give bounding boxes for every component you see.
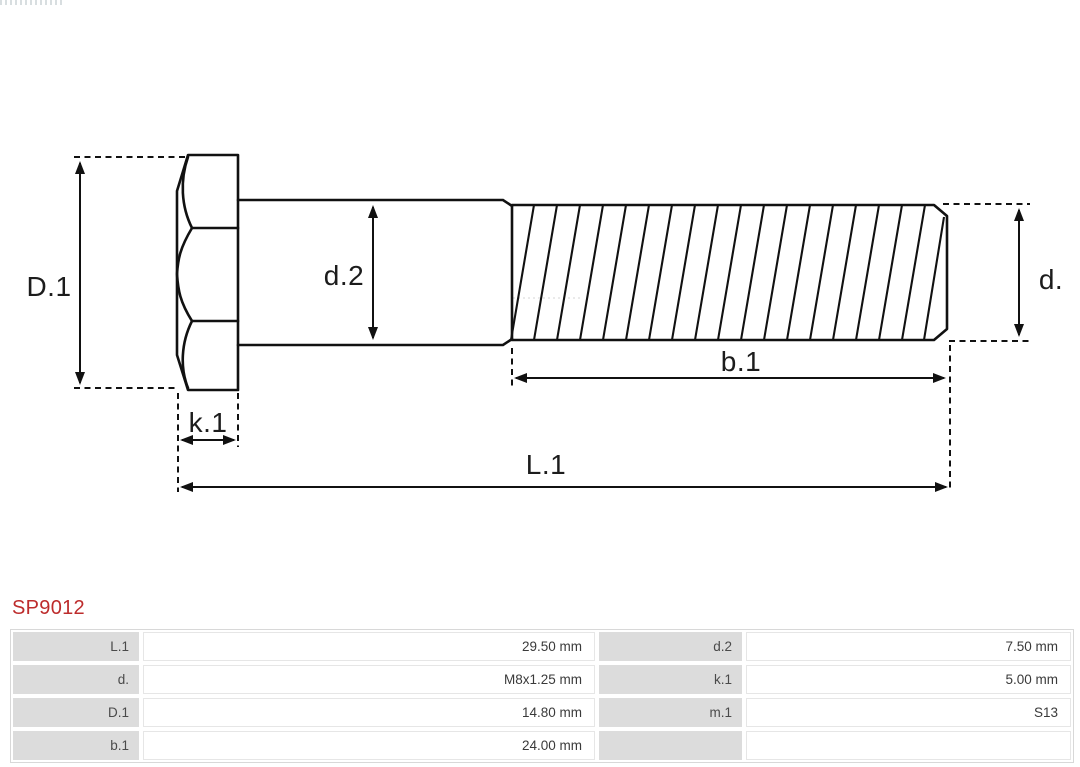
spec-value: M8x1.25 mm bbox=[143, 665, 595, 694]
spec-value: 24.00 mm bbox=[143, 731, 595, 760]
spec-label: m.1 bbox=[599, 698, 742, 727]
bolt-shank bbox=[238, 200, 512, 345]
spec-label: L.1 bbox=[13, 632, 139, 661]
dim-label-d2: d.2 bbox=[323, 260, 365, 291]
bolt-head bbox=[177, 155, 238, 390]
bolt-thread bbox=[511, 205, 947, 340]
thread-hatching bbox=[511, 205, 944, 340]
spec-value: 14.80 mm bbox=[143, 698, 595, 727]
spec-label: k.1 bbox=[599, 665, 742, 694]
spec-value: S13 bbox=[746, 698, 1071, 727]
extension-lines bbox=[74, 157, 1030, 492]
spec-value: 5.00 mm bbox=[746, 665, 1071, 694]
spec-label: D.1 bbox=[13, 698, 139, 727]
spec-label: d.2 bbox=[599, 632, 742, 661]
spec-table bbox=[10, 629, 1074, 763]
dim-label-k1: k.1 bbox=[188, 407, 228, 438]
part-number: SP9012 bbox=[12, 597, 85, 619]
dim-label-d: d. bbox=[1038, 264, 1064, 295]
dim-label-b1: b.1 bbox=[720, 346, 762, 377]
spec-value bbox=[746, 731, 1071, 760]
spec-label: b.1 bbox=[13, 731, 139, 760]
dim-label-L1: L.1 bbox=[525, 449, 567, 480]
spec-label bbox=[599, 731, 742, 760]
spec-label: d. bbox=[13, 665, 139, 694]
spec-value: 7.50 mm bbox=[746, 632, 1071, 661]
spec-value: 29.50 mm bbox=[143, 632, 595, 661]
dim-label-D1: D.1 bbox=[26, 271, 72, 302]
